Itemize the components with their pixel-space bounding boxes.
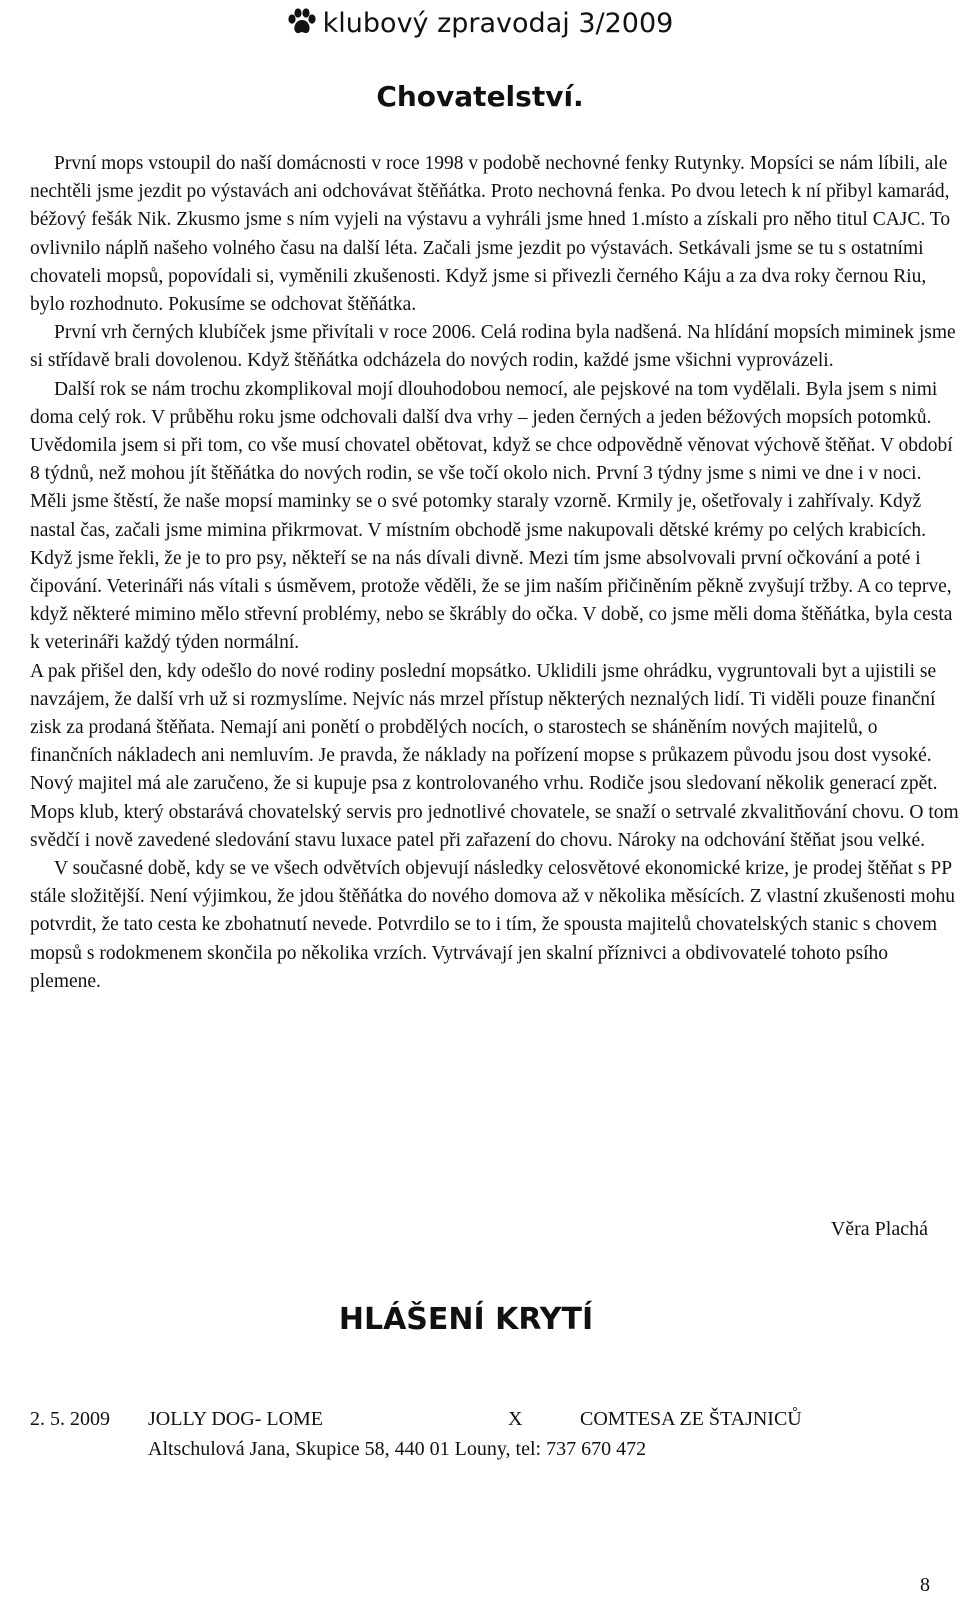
article-paragraph-3: Další rok se nám trochu zkomplikoval mojí dlouhodobou nemocí, ale pejskové na tom vydělali. Byla jsem s nimi doma celý rok. V průběhu roku jsme odchovali další dva vrhy – jeden černých a jeden béžových mopsích potomků. Uvědomila jsem si při tom, co vše musí chovatel obětovat, když se chce odpovědně věnovat výchově štěňat. V období 8 týdnů, než mohou jít štěňátka do nových rodin, se vše točí okolo nich. První 3 týdny jsme s nimi ve dne i v noci. Měli jsme štěstí, že naše mopsí maminky se o své potomky staraly vzorně. Krmily je, ošetřovaly i zahřívaly. Když nastal čas, začali jsme mimina přikrmovat. V místním obchodě jsme nakupovali dětské krémy po celých krabicích. Když jsme řekli, že je to pro psy, někteří se na nás dívali divně. Mezi tím jsme absolvovali první očkování a poté i čipování. Veterináři nás vítali s úsměvem, protože věděli, že se jim naším přičiněním pěkně zvyšují tržby. A co teprve, když některé mimino mělo střevní problémy, nebo se škrábly do očka. V době, co jsme měli doma štěňátka, byla cesta k veterináři každý týden normální. [30,378,953,654]
page-number: 8 [920,1574,930,1596]
article-title: Chovatelství. [376,80,584,113]
mating-date: 2. 5. 2009 [30,1408,110,1430]
newsletter-header [0,8,960,43]
mating-report-entry [30,1404,930,1464]
article-author: Věra Plachá [830,1218,928,1240]
paw-print-icon [287,8,317,43]
mating-owner: Altschulová Jana, Skupice 58, 440 01 Louny, tel: 737 670 472 [148,1438,647,1460]
article-paragraph-4: A pak přišel den, kdy odešlo do nové rodiny poslední mopsátko. Uklidili jsme ohrádku, vygruntovali byt a ujistili se navzájem, že další vrh už si rozmyslíme. Nejvíc nás mrzel přístup některých neznalých lidí. Ti viděli pouze finanční zisk za prodaná štěňata. Nemají ani ponětí o probdělých nocích, o starostech se sháněním nových majitelů, o finančních nákladech ani nemluvím. Je pravda, že náklady na pořízení mopse s průkazem původu jsou dost vysoké. Nový majitel má ale zaručeno, že si kupuje psa z kontrolovaného vrhu. Rodiče jsou sledovaní několik generací zpět. Mops klub, který obstarává chovatelský servis pro jednotlivé chovatele, se snaží o setrvalé zkvalitňování chovu. O tom svědčí i nově zavedené sledování stavu luxace patel při zařazení do chovu. Nároky na odchování štěňat jsou velké. [30,660,959,851]
mating-dam: COMTESA ZE ŠTAJNICŮ [580,1408,802,1430]
article-paragraph-5: V současné době, kdy se ve všech odvětvích objevují následky celosvětové ekonomické krize, je prodej štěňat s PP stále složitější. Není výjimkou, že jdou štěňátka do nového domova až v několika měsících. Z vlastní zkušenosti mohu potvrdit, že tato cesta ke zbohatnutí nevede. Potvrdilo se to i tím, že spousta majitelů chovatelských stanic s chovem mopsů s rodokmenem skončila po několika vrzích. Vytrvávají jen skalní příznivci a obdivovatelé tohoto psího plemene. [30,858,955,992]
article-paragraph-1: První mops vstoupil do naší domácnosti v roce 1998 v podobě nechovné fenky Rutynky. Mopsíci se nám líbili, ale nechtěli jsme jezdit po výstavách ani odchovávat štěňátka. Proto nechovná fenka. Po dvou letech k ní přibyl kamarád, béžový fešák Nik. Zkusmo jsme s ním vyjeli na výstavu a vyhráli jsme hned 1.místo a získali pro něho titul CAJC. To ovlivnilo náplň našeho volného času na další léta. Začali jsme jezdit po výstavách. Setkávali jsme se tu s ostatními chovateli mopsů, popovídali si, vyměnili zkušenosti. Když jsme si přivezli černého Káju a za dva roky černou Riu, bylo rozhodnuto. Pokusíme se odchovat štěňátka. [30,153,951,316]
mating-owner-row [30,1434,930,1464]
mating-sire: JOLLY DOG- LOME [148,1408,324,1430]
mating-report-title: HLÁŠENÍ KRYTÍ [338,1302,594,1337]
newsletter-title: klubový zpravodaj 3/2009 [322,8,674,39]
article-body [30,150,960,996]
mating-separator: X [508,1408,523,1430]
article-paragraph-2: První vrh černých klubíček jsme přivítali v roce 2006. Celá rodina byla nadšená. Na hlídání mopsích miminek jsme si střídavě brali dovolenou. Když štěňátka odcházela do nových rodin, každé jsme všichni vyprovázeli. [30,322,956,372]
mating-entry-row [30,1404,930,1434]
